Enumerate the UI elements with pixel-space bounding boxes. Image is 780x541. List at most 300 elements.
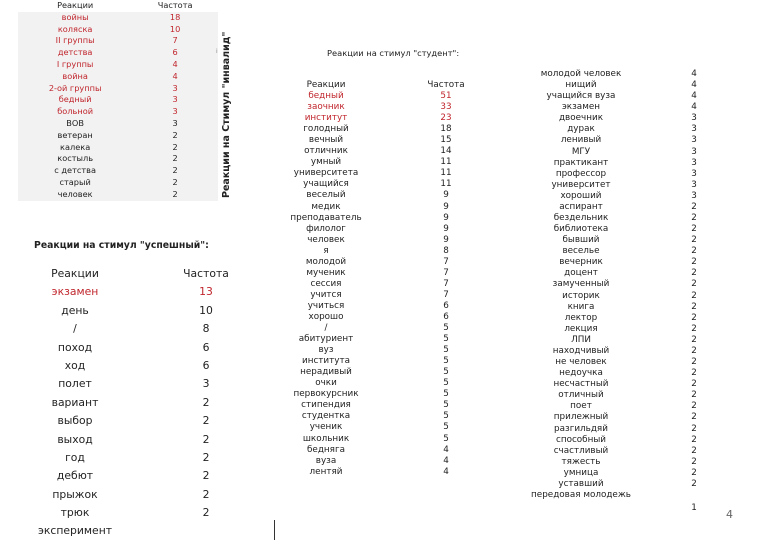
reaction-cell: хороший	[560, 190, 602, 201]
reaction-cell: дурак	[567, 124, 595, 135]
reaction-cell: находчивый	[552, 345, 610, 356]
table-row	[283, 367, 523, 378]
table-row	[527, 435, 753, 446]
frequency-cell: 4	[443, 444, 449, 455]
reaction-cell: ленивый	[560, 135, 602, 146]
frequency-cell: 3	[691, 135, 697, 146]
frequency-cell: 5	[443, 433, 449, 444]
table-row	[283, 91, 523, 102]
reaction-cell: школьник	[302, 433, 350, 444]
reaction-cell: война	[62, 70, 88, 81]
frequency-cell: 6	[202, 358, 210, 372]
table-row	[527, 313, 753, 324]
reaction-cell: веселье	[562, 246, 600, 257]
frequency-cell: 3	[691, 190, 697, 201]
frequency-cell: 2	[691, 467, 697, 478]
frequency-cell: 4	[691, 102, 697, 113]
reaction-cell: библиотека	[553, 224, 609, 235]
frequency-cell: 3	[691, 146, 697, 157]
table-row	[283, 113, 523, 124]
invalid-table-title: Реакции на Стимул "инвалид"	[221, 31, 232, 198]
reaction-cell: год	[65, 450, 85, 464]
reaction-cell: голодный	[303, 124, 349, 135]
table-row	[283, 268, 523, 279]
table-header	[283, 80, 523, 91]
frequency-cell: 3	[202, 377, 210, 391]
frequency-cell: 2	[691, 334, 697, 345]
table-row	[283, 124, 523, 135]
reaction-cell: учащийся вуза	[546, 91, 616, 102]
reaction-cell: учится	[310, 289, 342, 300]
frequency-cell: 7	[443, 267, 449, 278]
reaction-cell: замученный	[552, 279, 610, 290]
student-reactions-table-continued	[527, 69, 753, 514]
frequency-cell: 4	[172, 70, 178, 81]
table-row	[30, 394, 292, 412]
header-frequency: Частота	[183, 267, 229, 280]
frequency-cell: 2	[691, 401, 697, 412]
frequency-cell: 18	[440, 124, 452, 135]
frequency-cell: 5	[443, 411, 449, 422]
table-row	[18, 130, 218, 142]
reaction-cell: сессия	[310, 278, 342, 289]
table-row	[283, 224, 523, 235]
table-row	[527, 335, 753, 346]
frequency-cell: 2	[202, 506, 210, 520]
table-row	[283, 290, 523, 301]
student-table-title: Реакции на стимул "студент":	[327, 48, 460, 58]
table-row	[283, 445, 523, 456]
reaction-cell: тяжесть	[561, 456, 601, 467]
table-row	[527, 468, 753, 479]
table-row	[283, 102, 523, 113]
frequency-cell: 2	[691, 368, 697, 379]
invalid-reactions-table	[18, 0, 218, 201]
table-row	[527, 324, 753, 335]
frequency-cell: 4	[443, 455, 449, 466]
reaction-cell: умница	[563, 467, 599, 478]
table-row	[283, 400, 523, 411]
table-row	[18, 94, 218, 106]
frequency-cell: 3	[172, 117, 178, 128]
frequency-cell: 2	[691, 478, 697, 489]
reaction-cell: я	[323, 245, 329, 256]
reaction-cell: /	[324, 323, 328, 334]
frequency-cell: 15	[440, 135, 452, 146]
table-row	[527, 368, 753, 379]
table-row	[283, 301, 523, 312]
reaction-cell: I группы	[56, 58, 94, 69]
frequency-cell: 2	[691, 357, 697, 368]
tiny-mark: і	[216, 48, 218, 55]
table-row	[527, 147, 753, 158]
table-row	[527, 102, 753, 113]
frequency-cell: 5	[443, 378, 449, 389]
frequency-cell: 7	[443, 278, 449, 289]
reaction-cell: книга	[567, 301, 595, 312]
frequency-cell: 7	[443, 289, 449, 300]
reaction-cell: очки	[315, 378, 337, 389]
table-row	[18, 83, 218, 95]
reaction-cell: прыжок	[52, 487, 98, 501]
reaction-cell: ученик	[309, 422, 343, 433]
frequency-cell: 4	[691, 80, 697, 91]
reaction-cell: лекция	[564, 323, 598, 334]
frequency-cell: 9	[443, 201, 449, 212]
reaction-cell: выбор	[57, 414, 93, 428]
table-row	[527, 412, 753, 423]
frequency-cell: 2	[202, 414, 210, 428]
frequency-cell: 10	[169, 23, 181, 34]
reaction-cell: поход	[57, 340, 93, 354]
table-row	[18, 153, 218, 165]
frequency-cell: 10	[199, 303, 213, 317]
divider-line	[274, 520, 275, 540]
frequency-cell: 13	[199, 285, 213, 299]
frequency-cell: 14	[440, 146, 452, 157]
reaction-cell: старый	[59, 176, 91, 187]
table-row	[527, 401, 753, 412]
table-row	[283, 356, 523, 367]
reaction-cell: детства	[57, 47, 93, 58]
frequency-cell: 2	[691, 268, 697, 279]
reaction-cell: прилежный	[553, 412, 609, 423]
table-row	[527, 235, 753, 246]
table-row	[283, 246, 523, 257]
reaction-cell: аспирант	[559, 201, 603, 212]
frequency-cell: 2	[691, 390, 697, 401]
table-row	[527, 291, 753, 302]
reaction-cell: уставший	[558, 478, 604, 489]
frequency-cell: 2	[691, 379, 697, 390]
table-row	[527, 268, 753, 279]
table-row	[30, 412, 292, 430]
reaction-cell: студентка	[301, 411, 351, 422]
frequency-cell: 5	[443, 367, 449, 378]
frequency-cell: 2	[172, 141, 178, 152]
frequency-cell: 2	[691, 246, 697, 257]
table-row	[30, 339, 292, 357]
reaction-cell: университета	[293, 168, 359, 179]
table-row	[283, 467, 523, 478]
reaction-cell: нищий	[565, 80, 597, 91]
frequency-cell: 2	[202, 395, 210, 409]
table-row	[30, 449, 292, 467]
reaction-cell: бывший	[562, 235, 600, 246]
reaction-cell: вариант	[51, 395, 99, 409]
page-number: 4	[726, 508, 733, 521]
table-row	[18, 35, 218, 47]
frequency-cell: 11	[440, 157, 452, 168]
frequency-cell: 5	[443, 356, 449, 367]
frequency-cell: 3	[691, 157, 697, 168]
header-reaction: Реакции	[57, 0, 94, 10]
reaction-cell: университет	[551, 179, 611, 190]
table-row	[18, 177, 218, 189]
reaction-cell: бедный	[308, 91, 344, 102]
frequency-cell: 5	[443, 323, 449, 334]
reaction-cell: костыль	[57, 153, 94, 164]
reaction-cell: профессор	[555, 168, 607, 179]
header-frequency: Частота	[157, 0, 193, 10]
reaction-cell: бездельник	[553, 213, 609, 224]
table-row	[30, 283, 292, 301]
frequency-cell: 18	[169, 11, 181, 22]
frequency-cell	[120, 522, 292, 540]
reaction-cell: человек	[307, 234, 345, 245]
reaction-cell: веселый	[306, 190, 346, 201]
table-row	[18, 24, 218, 36]
frequency-cell: 6	[202, 340, 210, 354]
frequency-cell: 2	[691, 412, 697, 423]
success-reactions-table	[30, 265, 292, 541]
table-row	[30, 467, 292, 485]
reaction-cell: ВОВ	[66, 117, 84, 128]
frequency-cell: 2	[691, 456, 697, 467]
frequency-cell: 2	[691, 323, 697, 334]
table-row	[18, 71, 218, 83]
reaction-cell: института	[302, 356, 350, 367]
frequency-cell: 11	[440, 179, 452, 190]
frequency-cell: 2	[691, 201, 697, 212]
frequency-cell: 4	[172, 58, 178, 69]
reaction-cell: лектор	[564, 312, 598, 323]
frequency-cell: 4	[443, 466, 449, 477]
frequency-cell: 5	[443, 422, 449, 433]
reaction-cell: 2-ой группы	[48, 82, 102, 93]
table-row	[527, 457, 753, 468]
frequency-cell: 5	[443, 345, 449, 356]
frequency-cell: 2	[172, 176, 178, 187]
frequency-cell: 11	[440, 168, 452, 179]
frequency-cell: 7	[172, 35, 178, 46]
header-frequency: Частота	[427, 80, 465, 90]
table-row	[527, 257, 753, 268]
table-row	[18, 12, 218, 24]
frequency-cell: 2	[691, 279, 697, 290]
frequency-cell: 23	[440, 113, 452, 124]
table-row	[283, 190, 523, 201]
table-row	[527, 169, 753, 180]
reaction-cell: /	[73, 322, 77, 336]
frequency-cell: 2	[172, 165, 178, 176]
table-row	[30, 357, 292, 375]
table-row	[18, 165, 218, 177]
reaction-cell: не человек	[555, 357, 607, 368]
frequency-cell: 2	[691, 301, 697, 312]
frequency-cell: 2	[202, 487, 210, 501]
table-row	[18, 59, 218, 71]
table-row	[283, 179, 523, 190]
table-row	[283, 422, 523, 433]
frequency-cell: 2	[691, 345, 697, 356]
table-row	[527, 91, 753, 102]
table-row	[527, 379, 753, 390]
reaction-cell: лентяй	[309, 466, 343, 477]
table-row	[527, 224, 753, 235]
frequency-cell: 2	[691, 290, 697, 301]
frequency-cell: 3	[691, 179, 697, 190]
table-row	[283, 279, 523, 290]
reaction-cell: человек	[57, 188, 93, 199]
frequency-cell: 33	[440, 102, 452, 113]
reaction-cell: с детства	[54, 165, 96, 176]
reaction-cell: отличный	[558, 390, 604, 401]
frequency-cell: 2	[691, 434, 697, 445]
frequency-cell: 2	[172, 188, 178, 199]
frequency-cell: 6	[443, 300, 449, 311]
table-row	[283, 323, 523, 334]
table-header	[18, 0, 218, 12]
table-row	[30, 504, 292, 522]
frequency-cell: 2	[691, 213, 697, 224]
table-row	[283, 135, 523, 146]
reaction-cell: вечерник	[559, 257, 603, 268]
reaction-cell: дебют	[56, 469, 94, 483]
table-row	[527, 135, 753, 146]
frequency-cell: 6	[172, 47, 178, 58]
table-row	[283, 213, 523, 224]
reaction-cell: институт	[304, 113, 348, 124]
table-row	[283, 456, 523, 467]
frequency-cell: 3	[691, 168, 697, 179]
table-row	[527, 246, 753, 257]
frequency-cell: 2	[691, 235, 697, 246]
frequency-cell: 9	[443, 223, 449, 234]
reaction-cell: вуз	[318, 345, 334, 356]
table-row	[527, 390, 753, 401]
table-row	[527, 69, 753, 80]
reaction-cell: МГУ	[571, 146, 591, 157]
reaction-cell: трюк	[60, 506, 90, 520]
frequency-cell: 5	[443, 400, 449, 411]
reaction-cell: недоучка	[559, 368, 603, 379]
table-row	[283, 202, 523, 213]
frequency-cell: 4	[691, 91, 697, 102]
reaction-cell: стипендия	[301, 400, 351, 411]
reaction-cell: заочник	[307, 102, 345, 113]
frequency-cell: 2	[691, 423, 697, 434]
reaction-cell: нерадивый	[300, 367, 352, 378]
frequency-cell: 2	[172, 129, 178, 140]
frequency-cell: 1	[691, 502, 697, 513]
table-row	[527, 180, 753, 191]
frequency-cell: 51	[440, 91, 452, 102]
reaction-cell: II группы	[55, 35, 95, 46]
frequency-cell: 3	[172, 82, 178, 93]
table-row	[30, 302, 292, 320]
reaction-cell: счастливый	[553, 445, 609, 456]
frequency-cell: 9	[443, 190, 449, 201]
frequency-cell: 2	[202, 450, 210, 464]
reaction-cell: поет	[570, 401, 592, 412]
table-row	[283, 312, 523, 323]
table-row	[527, 490, 753, 514]
reaction-cell: больной	[57, 106, 94, 117]
frequency-cell: 2	[691, 257, 697, 268]
reaction-cell: день	[61, 303, 89, 317]
frequency-cell: 2	[691, 312, 697, 323]
table-row	[283, 235, 523, 246]
frequency-cell: 3	[691, 124, 697, 135]
success-table-title: Реакции на стимул "успешный":	[34, 240, 209, 251]
table-row	[30, 375, 292, 393]
table-row	[527, 158, 753, 169]
frequency-cell: 8	[443, 245, 449, 256]
header-reaction: Реакции	[51, 267, 99, 280]
reaction-cell: выход	[57, 432, 93, 446]
reaction-cell: молодой человек	[540, 69, 622, 79]
reaction-cell: бедный	[58, 94, 92, 105]
table-row	[527, 424, 753, 435]
reaction-cell: ветеран	[57, 129, 93, 140]
table-row	[527, 446, 753, 457]
reaction-cell: доцент	[564, 268, 598, 279]
frequency-cell: 5	[443, 334, 449, 345]
frequency-cell: 2	[202, 469, 210, 483]
reaction-cell: практикант	[553, 157, 609, 168]
table-row	[527, 302, 753, 313]
reaction-cell: филолог	[306, 223, 346, 234]
reaction-cell: абитуриент	[298, 334, 354, 345]
reaction-cell: учащийся	[303, 179, 349, 190]
frequency-cell: 2	[691, 445, 697, 456]
student-reactions-table	[283, 80, 523, 478]
table-row	[283, 257, 523, 268]
frequency-cell: 3	[172, 94, 178, 105]
table-row	[527, 346, 753, 357]
table-row	[527, 113, 753, 124]
reaction-cell: полет	[58, 377, 92, 391]
reaction-cell: ЛПИ	[571, 334, 591, 345]
table-row	[527, 357, 753, 368]
table-row	[18, 118, 218, 130]
table-row	[283, 378, 523, 389]
reaction-cell: эксперимент	[37, 524, 113, 538]
reaction-cell: способный	[555, 434, 607, 445]
table-row	[18, 106, 218, 118]
reaction-cell: экзамен	[51, 285, 99, 299]
table-row	[30, 486, 292, 504]
table-row	[527, 124, 753, 135]
frequency-cell: 2	[172, 153, 178, 164]
reaction-cell: хорошо	[308, 311, 344, 322]
frequency-cell: 9	[443, 212, 449, 223]
reaction-cell: умный	[310, 157, 342, 168]
frequency-cell: 4	[691, 69, 697, 79]
table-row	[30, 431, 292, 449]
table-header	[30, 265, 292, 283]
reaction-cell: мученик	[306, 267, 346, 278]
frequency-cell: 9	[443, 234, 449, 245]
reaction-cell: разгильдяй	[554, 423, 608, 434]
reaction-cell: бедняга	[307, 444, 345, 455]
table-row	[18, 189, 218, 201]
table-row	[30, 522, 292, 540]
frequency-cell: 3	[172, 106, 178, 117]
table-row	[283, 389, 523, 400]
frequency-cell: 2	[691, 224, 697, 235]
reaction-cell: экзамен	[561, 102, 600, 113]
table-row	[283, 345, 523, 356]
table-row	[18, 142, 218, 154]
reaction-cell: двоечник	[558, 113, 604, 124]
table-row	[527, 213, 753, 224]
table-row	[283, 157, 523, 168]
table-row	[283, 334, 523, 345]
reaction-cell: первокурсник	[293, 389, 359, 400]
reaction-cell: несчастный	[553, 379, 609, 390]
